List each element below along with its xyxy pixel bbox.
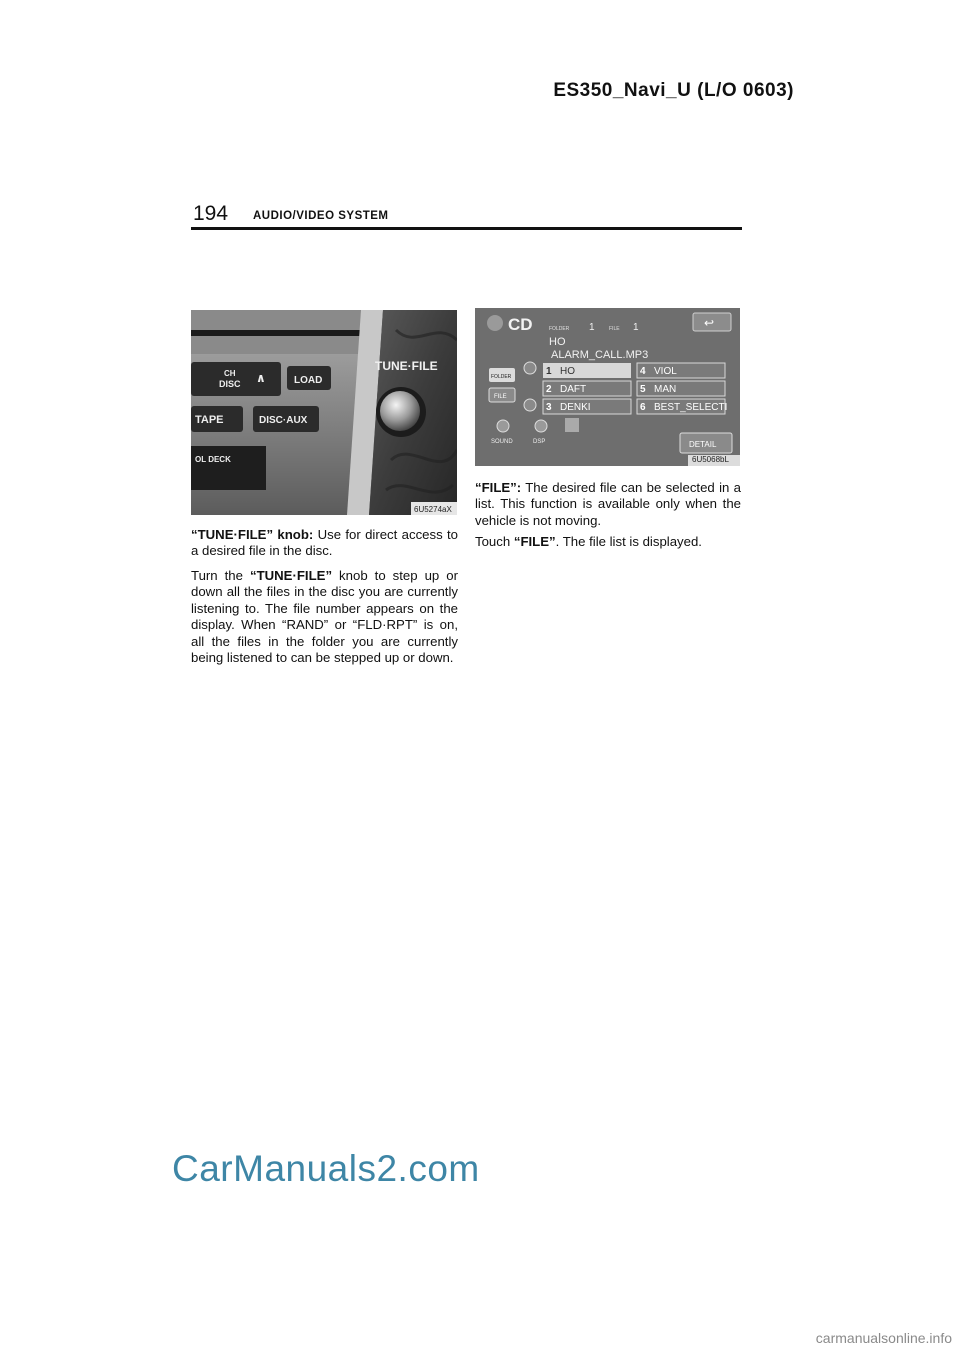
- cd-changer-icon: [487, 315, 503, 331]
- list-num-1: 1: [546, 366, 552, 377]
- cd-screen: [475, 308, 740, 466]
- list-num-5: 5: [640, 384, 646, 395]
- disc-label: DISC: [219, 379, 241, 389]
- list-num-6: 6: [640, 402, 646, 413]
- list-item-1[interactable]: [543, 363, 631, 378]
- dashboard-photo: [191, 310, 457, 515]
- cd-label: CD: [508, 315, 533, 334]
- mode-icon[interactable]: [565, 418, 579, 432]
- watermark-carmanualsonline: carmanualsonline.info: [815, 1330, 952, 1346]
- return-icon: ↩: [704, 316, 715, 330]
- list-name-6: BEST_SELECTI: [654, 402, 728, 413]
- list-name-3: DENKI: [560, 402, 591, 413]
- side-folder-label: FOLDER: [491, 374, 512, 380]
- detail-label: DETAIL: [689, 440, 717, 449]
- paragraph-tune-file-knob: [191, 527, 458, 560]
- disc-aux-label: DISC·AUX: [259, 415, 308, 426]
- p2-text-c: knob to step up or down all the files in the disc you are currently listening to. The file number appears on the display. When “RAND” or “FLD·RPT” is on, all the files in the folder you are currently being listened to can be stepped up or down.: [191, 568, 458, 666]
- load-label: LOAD: [294, 375, 323, 386]
- figure-left-code: 6U5274aX: [414, 505, 452, 514]
- list-name-5: MAN: [654, 384, 677, 395]
- folder-name: HO: [549, 336, 566, 348]
- document-code: ES350_Navi_U (L/O 0603): [553, 80, 794, 101]
- dsp-icon[interactable]: [535, 420, 547, 432]
- list-name-1: HO: [560, 366, 575, 377]
- scroll-down-button[interactable]: [524, 399, 536, 411]
- figure-right-code: 6U5068bL: [692, 455, 729, 464]
- paragraph-touch-file: [475, 534, 741, 550]
- file-value: 1: [633, 322, 639, 333]
- sound-label: SOUND: [491, 439, 513, 445]
- paragraph-file: [475, 480, 741, 529]
- ch-label: CH: [224, 369, 236, 378]
- list-num-3: 3: [546, 402, 552, 413]
- tape-label: TAPE: [195, 414, 224, 426]
- list-item-4[interactable]: [637, 363, 725, 378]
- page-number: 194: [193, 202, 229, 225]
- list-name-4: VIOL: [654, 366, 677, 377]
- tune-file-knob-definition: Use for direct access to a desired file in the disc.: [191, 527, 458, 559]
- dashboard-illustration: [191, 310, 457, 515]
- file-name: ALARM_CALL.MP3: [551, 349, 649, 361]
- side-file-label: FILE: [494, 394, 507, 400]
- file-definition: The desired file can be selected in a list. This function is available only when the vehicle is not moving.: [475, 480, 741, 528]
- header-rule: [191, 227, 742, 230]
- list-item-2[interactable]: [543, 381, 631, 396]
- p2-text-b: “TUNE·FILE”: [249, 568, 333, 583]
- folder-value: 1: [589, 322, 595, 333]
- dsp-label: DSP: [533, 439, 546, 445]
- figure-right-code-box: [688, 455, 740, 466]
- tune-file-knob-term: “TUNE·FILE” knob:: [191, 527, 314, 542]
- list-num-2: 2: [546, 384, 552, 395]
- watermark-carmanuals2: CarManuals2.com: [172, 1148, 480, 1189]
- sound-icon[interactable]: [497, 420, 509, 432]
- chevron-up-icon: ∧: [256, 371, 266, 385]
- file-term: “FILE”:: [475, 480, 522, 495]
- folder-label: FOLDER: [549, 326, 570, 332]
- p2-text-a: Turn the: [191, 568, 250, 583]
- p4-text-c: . The file list is displayed.: [555, 534, 702, 549]
- list-name-2: DAFT: [560, 384, 587, 395]
- tune-file-label: TUNE·FILE: [375, 359, 438, 373]
- file-label: FILE: [609, 326, 620, 332]
- deck-label: OL DECK: [195, 455, 231, 464]
- p4-text-a: Touch: [475, 534, 514, 549]
- list-num-4: 4: [640, 366, 646, 377]
- section-title: AUDIO/VIDEO SYSTEM: [253, 210, 389, 222]
- scroll-up-button[interactable]: [524, 362, 536, 374]
- cd-screen-illustration: [475, 308, 740, 466]
- list-item-5[interactable]: [637, 381, 725, 396]
- paragraph-tune-file-usage: [191, 568, 458, 666]
- p4-text-b: “FILE”: [513, 534, 556, 549]
